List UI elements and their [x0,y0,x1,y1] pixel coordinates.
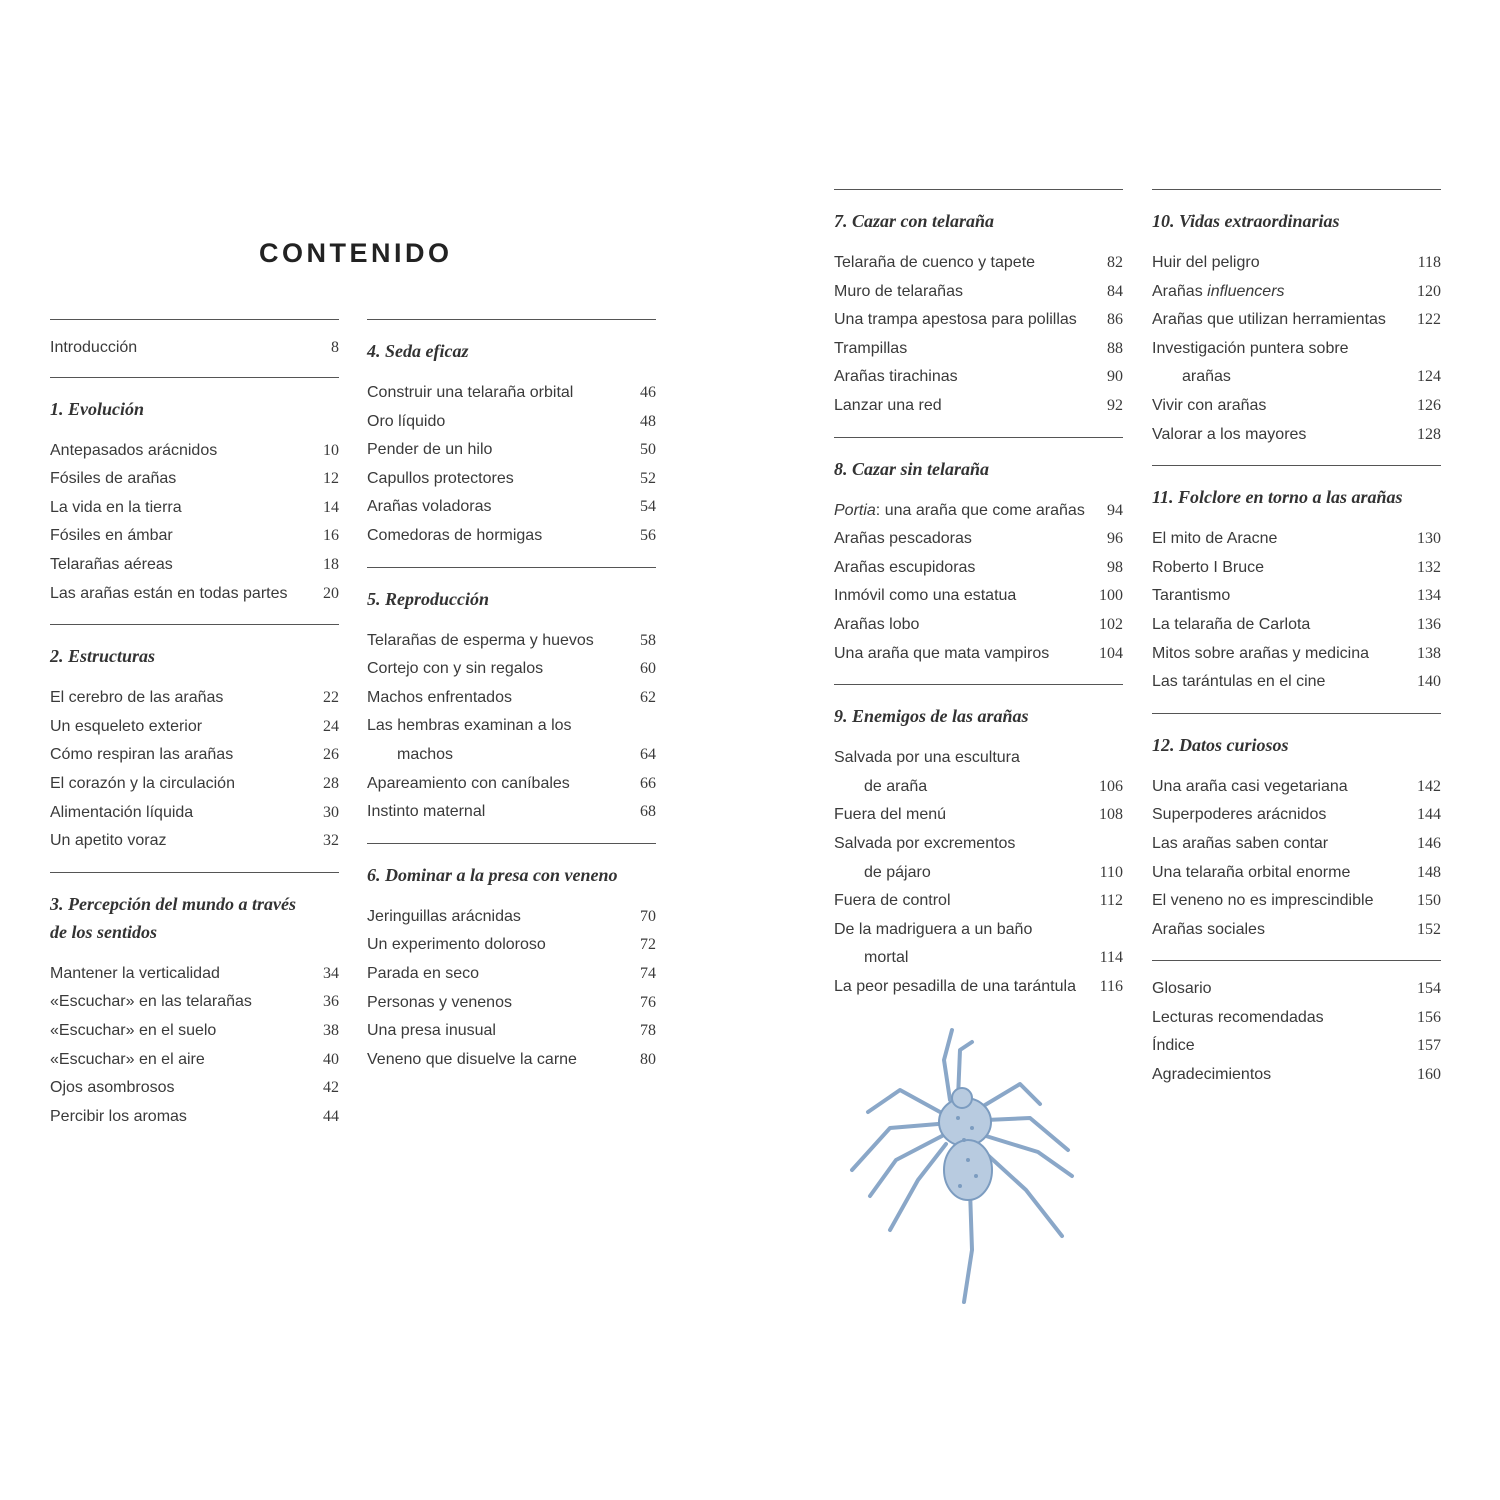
entry-label: De la madriguera a un baño [834,920,1033,938]
entry-label: Las hembras examinan a los [367,717,572,735]
entry-label: Superpoderes arácnidos [1152,806,1327,824]
toc-section [1152,465,1441,713]
entry-page: 102 [1099,615,1123,633]
toc-entry[interactable] [834,830,1123,859]
entry-label-rest: : una araña que come arañas [875,501,1085,519]
entry-label: Salvada por excrementos [834,834,1016,852]
entry-page: 58 [640,631,656,649]
toc-entry[interactable] [834,887,1123,916]
toc-section [50,377,339,625]
toc-entry[interactable] [1152,306,1441,335]
entry-label [834,497,1099,526]
entry-page: 48 [640,412,656,430]
toc-column-2 [367,319,656,1074]
entry-page: 62 [640,688,656,706]
toc-entry[interactable] [367,684,656,713]
toc-entry[interactable] [50,522,339,551]
entry-page: 66 [640,774,656,792]
entry-label: Mantener la verticalidad [50,964,220,982]
entry-label: «Escuchar» en las telarañas [50,993,252,1011]
toc-entry[interactable] [1152,249,1441,278]
toc-section [1152,713,1441,961]
entry-page: 142 [1417,777,1441,795]
entry-page: 100 [1099,587,1123,605]
entry-label: Comedoras de hormigas [367,526,543,544]
toc-entry[interactable] [834,859,1123,888]
entry-label: Oro líquido [367,412,446,430]
entry-page: 96 [1107,530,1123,548]
toc-column-4 [1152,189,1441,1090]
section-title: 6. Dominar a la presa con veneno [367,864,618,885]
entry-page: 108 [1099,806,1123,824]
entry-label: Cómo respiran las arañas [50,746,234,764]
toc-entry[interactable] [367,931,656,960]
entry-label: El cerebro de las arañas [50,689,224,707]
entry-page: 98 [1107,558,1123,576]
entry-label: Arañas sociales [1152,920,1265,938]
entry-label: Salvada por una escultura [834,749,1020,767]
entry-label: Arañas pescadoras [834,530,972,548]
entry-label: El mito de Aracne [1152,530,1278,548]
entry-label: Trampillas [834,339,908,357]
entry-page: 70 [640,907,656,925]
entry-page: 28 [323,774,339,792]
entry-label: Apareamiento con caníbales [367,774,570,792]
entry-label: de pájaro [864,863,931,881]
entry-label: Roberto I Bruce [1152,558,1265,576]
entry-page: 12 [323,470,339,488]
entry-page: 22 [323,689,339,707]
toc-entry[interactable] [1152,773,1441,802]
toc-entry[interactable] [1152,611,1441,640]
toc-entry[interactable] [834,525,1123,554]
entry-page: 24 [323,717,339,735]
entry-page: 140 [1417,673,1441,691]
entry-label: Una araña que mata vampiros [834,644,1050,662]
entry-page: 92 [1107,396,1123,414]
entry-page: 112 [1099,892,1123,910]
entry-page: 36 [323,993,339,1011]
entry-label: Un apetito voraz [50,832,167,850]
entry-label: La telaraña de Carlota [1152,615,1311,633]
toc-entry[interactable] [1152,801,1441,830]
toc-entry[interactable] [1152,859,1441,888]
entry-label: Fuera del menú [834,806,947,824]
entry-label: Alimentación líquida [50,803,194,821]
toc-entry[interactable] [1152,1061,1441,1090]
entry-page: 156 [1417,1008,1441,1026]
entry-page: 148 [1417,863,1441,881]
entry-page: 56 [640,526,656,544]
toc-entry[interactable] [834,916,1123,945]
toc-column-1 [50,319,339,1131]
entry-page: 80 [640,1050,656,1068]
entry-label: Tarantismo [1152,587,1231,605]
toc-entry[interactable] [1152,554,1441,583]
divider [1152,465,1441,466]
toc-section [1152,189,1441,465]
toc-entry[interactable] [367,741,656,770]
entry-label-italic: Portia [834,501,876,519]
entry-page: 64 [640,745,656,763]
toc-entry[interactable] [1152,421,1441,450]
entry-page: 14 [323,498,339,516]
entry-page: 34 [323,964,339,982]
entry-page: 130 [1417,530,1441,548]
entry-label: Arañas lobo [834,615,920,633]
toc-entry[interactable] [834,306,1123,335]
toc-entry[interactable] [834,944,1123,973]
toc-entry[interactable] [50,551,339,580]
toc-entry[interactable] [367,465,656,494]
toc-entry[interactable] [50,799,339,828]
entry-label: Introducción [50,339,138,356]
entry-label: «Escuchar» en el suelo [50,1021,217,1039]
entry-label: Telarañas aéreas [50,555,173,573]
entry-page: 138 [1417,644,1441,662]
entry-page: 40 [323,1050,339,1068]
section-title: 12. Datos curiosos [1152,734,1289,755]
toc-entry[interactable] [367,1017,656,1046]
entry-page: 94 [1107,501,1123,519]
toc-entry[interactable] [1152,363,1441,392]
entry-label: Vivir con arañas [1152,396,1267,414]
entry-label: Capullos protectores [367,469,514,487]
entry-label: Telarañas de esperma y huevos [367,631,594,649]
entry-label: de araña [864,777,928,795]
entry-label: Un esqueleto exterior [50,717,203,735]
entry-label: Construir una telaraña orbital [367,384,574,401]
toc-entry[interactable] [834,801,1123,830]
toc-entry[interactable] [834,363,1123,392]
divider [50,377,339,378]
toc-entry[interactable] [1152,1032,1441,1061]
entry-label: Investigación puntera sobre [1152,339,1349,357]
toc-entry[interactable] [834,249,1123,278]
entry-page: 124 [1417,368,1441,386]
toc-entry[interactable] [50,437,339,466]
entry-page: 136 [1417,615,1441,633]
entry-page: 18 [323,555,339,573]
toc-entry[interactable] [1152,975,1441,1004]
entry-page: 84 [1107,282,1123,300]
section-title-line: 3. Percepción del mundo a través [50,893,296,914]
toc-entry[interactable] [367,903,656,932]
entry-page: 116 [1099,977,1123,995]
toc-entry[interactable] [50,827,339,856]
entry-label: Ojos asombrosos [50,1079,175,1097]
entry-label: machos [397,745,454,763]
section-title: 4. Seda eficaz [367,341,469,361]
toc-section [834,437,1123,685]
toc-entry[interactable] [50,1046,339,1075]
entry-page: 68 [640,803,656,821]
entry-label: Las arañas saben contar [1152,834,1329,852]
entry-label-rest: Arañas [1152,282,1208,300]
page-title: CONTENIDO [259,238,453,268]
toc-entry[interactable] [367,989,656,1018]
entry-label: Personas y venenos [367,993,512,1011]
entry-label: Lecturas recomendadas [1152,1008,1324,1026]
section-title: 2. Estructuras [50,646,156,667]
entry-page: 52 [640,469,656,487]
toc-entry[interactable] [50,770,339,799]
toc-entry[interactable] [367,770,656,799]
toc-entry[interactable] [834,497,1123,526]
entry-page: 106 [1099,777,1123,795]
entry-page: 46 [640,384,656,401]
entry-page: 122 [1417,311,1441,329]
toc-entry[interactable] [367,712,656,741]
entry-label: Machos enfrentados [367,688,512,706]
section-title [50,890,339,946]
toc-section [367,843,656,1075]
toc-entry[interactable] [834,773,1123,802]
entry-page: 160 [1417,1066,1441,1084]
entry-page: 144 [1417,806,1441,824]
toc-entry[interactable] [1152,830,1441,859]
toc-entry[interactable] [1152,392,1441,421]
section-title: 1. Evolución [50,398,145,419]
entry-label: mortal [864,949,909,967]
entry-page: 30 [323,803,339,821]
divider [50,872,339,873]
entry-label: arañas [1182,368,1231,386]
entry-label: Una presa inusual [367,1022,496,1040]
section-title: 8. Cazar sin telaraña [834,458,990,479]
entry-page: 152 [1417,920,1441,938]
entry-label: Jeringuillas arácnidas [367,907,521,925]
entry-page: 110 [1099,863,1123,881]
entry-page: 10 [323,441,339,459]
entry-page: 8 [331,339,339,356]
entry-page: 150 [1417,892,1441,910]
divider [834,684,1123,685]
entry-page: 146 [1417,834,1441,852]
toc-entry[interactable] [367,655,656,684]
entry-page: 126 [1417,396,1441,414]
entry-page: 42 [323,1079,339,1097]
toc-entry[interactable] [50,334,339,363]
entry-label: Antepasados arácnidos [50,441,218,459]
divider [50,319,339,320]
entry-label: Fósiles de arañas [50,470,177,488]
toc-entry[interactable] [367,379,656,408]
toc-entry[interactable] [367,1046,656,1075]
entry-label: Telaraña de cuenco y tapete [834,254,1036,271]
toc-entry[interactable] [367,408,656,437]
toc-entry[interactable] [1152,582,1441,611]
entry-label: Inmóvil como una estatua [834,587,1017,605]
toc-entry[interactable] [834,744,1123,773]
entry-label: Lanzar una red [834,396,942,414]
toc-entry[interactable] [834,640,1123,669]
entry-label: Arañas tirachinas [834,368,958,386]
toc-entry[interactable] [834,582,1123,611]
divider [1152,713,1441,714]
spider-illustration-icon [840,1020,1090,1320]
toc-entry[interactable] [1152,335,1441,364]
entry-page: 104 [1099,644,1123,662]
entry-page: 44 [323,1107,339,1125]
divider [1152,189,1441,190]
toc-entry[interactable] [1152,278,1441,307]
entry-page: 154 [1417,980,1441,998]
toc-section [50,624,339,872]
toc-entry[interactable] [367,960,656,989]
toc-entry[interactable] [367,627,656,656]
toc-entry[interactable] [367,436,656,465]
divider [834,437,1123,438]
entry-label: Valorar a los mayores [1152,425,1307,443]
toc-entry[interactable] [50,960,339,989]
toc-entry[interactable] [834,973,1123,1002]
divider [367,319,656,320]
entry-label-italic: influencers [1207,282,1285,300]
entry-page: 32 [323,832,339,850]
entry-label: Mitos sobre arañas y medicina [1152,644,1369,662]
entry-label: «Escuchar» en el aire [50,1050,205,1068]
divider [834,189,1123,190]
toc-entry[interactable] [834,335,1123,364]
entry-page: 74 [640,964,656,982]
entry-page: 72 [640,936,656,954]
entry-page: 50 [640,441,656,459]
section-title: 10. Vidas extraordinarias [1152,211,1340,231]
toc-entry[interactable] [1152,1004,1441,1033]
toc-section [834,189,1123,437]
entry-label: Muro de telarañas [834,282,963,300]
toc-back-matter [1152,960,1441,1089]
entry-page: 118 [1417,254,1441,271]
toc-entry[interactable] [50,1103,339,1132]
section-title-line: de los sentidos [50,921,158,942]
entry-page: 86 [1107,311,1123,329]
toc-entry[interactable] [367,798,656,827]
entry-label: Las arañas están en todas partes [50,584,288,602]
toc-section [834,684,1123,1001]
toc-entry[interactable] [834,554,1123,583]
entry-label: Una araña casi vegetariana [1152,777,1348,795]
toc-entry[interactable] [50,465,339,494]
toc-entry[interactable] [50,741,339,770]
divider [367,843,656,844]
toc-entry[interactable] [834,278,1123,307]
entry-label: Las tarántulas en el cine [1152,673,1326,691]
toc-entry[interactable] [50,1017,339,1046]
toc-entry[interactable] [50,988,339,1017]
toc-entry[interactable] [367,493,656,522]
entry-page: 114 [1099,949,1123,967]
entry-label: Una trampa apestosa para polillas [834,311,1077,329]
entry-page: 76 [640,993,656,1011]
entry-label: Parada en seco [367,964,480,982]
entry-label: Pender de un hilo [367,441,493,459]
entry-page: 60 [640,660,656,678]
divider [50,624,339,625]
entry-page: 54 [640,498,656,516]
entry-label: Glosario [1152,980,1212,998]
toc-entry[interactable] [50,494,339,523]
entry-page: 132 [1417,558,1441,576]
entry-label: El corazón y la circulación [50,774,235,792]
toc-entry[interactable] [1152,887,1441,916]
toc-entry[interactable] [50,580,339,609]
entry-page: 20 [323,584,339,602]
toc-entry[interactable] [834,392,1123,421]
divider [367,567,656,568]
entry-label: Una telaraña orbital enorme [1152,863,1351,881]
entry-page: 90 [1107,368,1123,386]
toc-entry[interactable] [1152,640,1441,669]
entry-page: 120 [1417,282,1441,300]
section-title: 9. Enemigos de las arañas [834,706,1029,727]
section-title: 11. Folclore en torno a las arañas [1152,487,1403,508]
entry-label: Instinto maternal [367,803,486,821]
entry-label: Índice [1152,1037,1195,1055]
toc-entry[interactable] [1152,916,1441,945]
entry-label: Un experimento doloroso [367,936,546,954]
toc-column-3 [834,189,1123,1001]
entry-label: Arañas que utilizan herramientas [1152,311,1386,329]
toc-section [367,567,656,843]
toc-section [50,872,339,1132]
entry-page: 157 [1417,1037,1441,1055]
entry-label: Cortejo con y sin regalos [367,660,544,678]
toc-intro [50,319,339,363]
entry-page: 88 [1107,339,1123,357]
entry-label: Huir del peligro [1152,254,1260,271]
toc-section [367,319,656,567]
entry-label [1152,278,1417,307]
entry-label: Veneno que disuelve la carne [367,1050,577,1068]
section-title: 7. Cazar con telaraña [834,211,995,231]
toc-entry[interactable] [50,1074,339,1103]
entry-label: Percibir los aromas [50,1107,187,1125]
entry-page: 78 [640,1022,656,1040]
entry-label: La peor pesadilla de una tarántula [834,977,1076,995]
entry-page: 82 [1107,254,1123,271]
entry-page: 26 [323,746,339,764]
entry-page: 128 [1417,425,1441,443]
entry-label: Arañas escupidoras [834,558,976,576]
entry-label: Fuera de control [834,892,951,910]
entry-label: El veneno no es imprescindible [1152,892,1374,910]
toc-entry[interactable] [367,522,656,551]
toc-entry[interactable] [834,611,1123,640]
toc-entry[interactable] [50,684,339,713]
toc-entry[interactable] [1152,525,1441,554]
entry-page: 16 [323,527,339,545]
entry-label: Arañas voladoras [367,498,492,516]
entry-label: Fósiles en ámbar [50,527,173,545]
toc-entry[interactable] [1152,668,1441,697]
entry-page: 134 [1417,587,1441,605]
toc-entry[interactable] [50,713,339,742]
section-title: 5. Reproducción [367,588,490,609]
entry-label: La vida en la tierra [50,498,182,516]
entry-page: 38 [323,1021,339,1039]
entry-label: Agradecimientos [1152,1066,1272,1084]
